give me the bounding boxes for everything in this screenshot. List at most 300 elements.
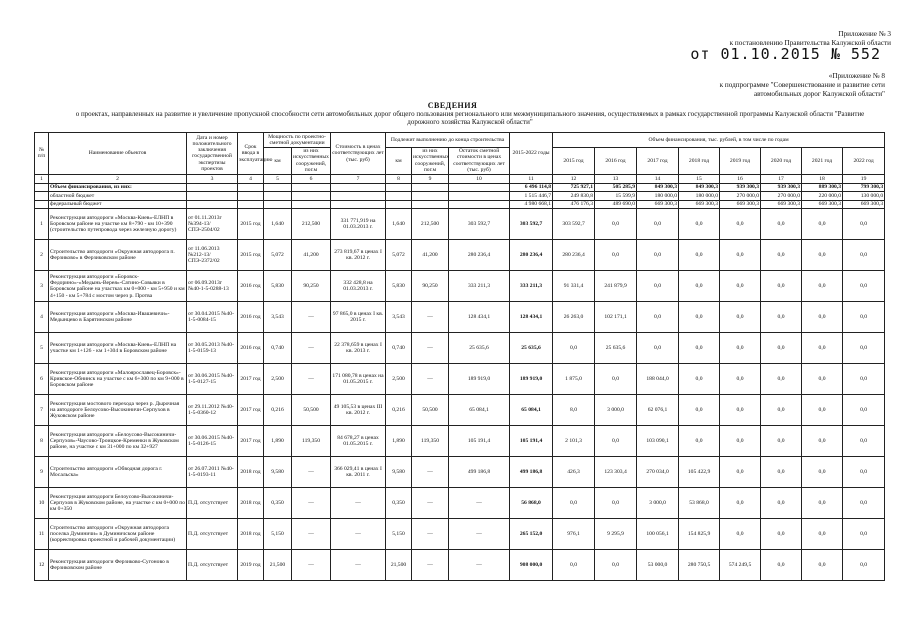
empty-cell	[412, 200, 449, 209]
commissioning-term: 2019 год	[238, 550, 264, 581]
column-number: 18	[802, 174, 843, 183]
summary-year-value: 220 000,0	[802, 192, 843, 201]
capacity-art-structures: 212,500	[292, 209, 331, 240]
table-row	[35, 240, 885, 271]
year-funding: 0,0	[720, 302, 761, 333]
summary-total: 4 980 668,1	[510, 200, 553, 209]
col-header-year: 2022 год	[843, 147, 885, 174]
column-number: 3	[187, 174, 238, 183]
total-funding: 908 000,0	[510, 550, 553, 581]
remaining-km: 5,830	[386, 271, 412, 302]
year-funding: 3 000,0	[595, 395, 637, 426]
year-funding: 303 592,7	[553, 209, 595, 240]
capacity-km: 3,543	[264, 302, 292, 333]
summary-label: Объем финансирования, из них:	[49, 183, 187, 192]
summary-row	[35, 183, 885, 192]
projects-table	[34, 132, 885, 581]
total-funding: 303 592,7	[510, 209, 553, 240]
year-funding: 53 000,0	[637, 550, 679, 581]
table-row	[35, 302, 885, 333]
total-funding: 499 186,8	[510, 457, 553, 488]
estimated-cost: —	[331, 519, 386, 550]
year-funding: 0,0	[720, 395, 761, 426]
commissioning-term: 2015 год	[238, 240, 264, 271]
year-funding: 0,0	[802, 271, 843, 302]
remaining-cost: 303 592,7	[449, 209, 510, 240]
summary-label: федеральный бюджет	[49, 200, 187, 209]
year-funding: 0,0	[679, 395, 720, 426]
empty-cell	[238, 200, 264, 209]
capacity-km: 2,500	[264, 364, 292, 395]
remaining-km: 5,150	[386, 519, 412, 550]
col-header-rem-art: из них искусственных сооружений, пог.м	[413, 148, 449, 173]
capacity-art-structures: 41,200	[292, 240, 331, 271]
table-row	[35, 457, 885, 488]
empty-cell	[187, 200, 238, 209]
table-row	[35, 426, 885, 457]
remaining-km: 0,350	[386, 488, 412, 519]
capacity-art-structures: —	[292, 333, 331, 364]
capacity-art-structures: —	[292, 550, 331, 581]
year-funding: 280 236,4	[553, 240, 595, 271]
capacity-km: 0,740	[264, 333, 292, 364]
row-number: 7	[35, 395, 49, 426]
capacity-art-structures: —	[292, 302, 331, 333]
col-header-rem-km: км	[386, 147, 412, 174]
year-funding: 0,0	[679, 271, 720, 302]
empty-cell	[292, 200, 331, 209]
remaining-km: 1,890	[386, 426, 412, 457]
row-number: 5	[35, 333, 49, 364]
summary-year-value: 725 927,1	[553, 183, 595, 192]
year-funding: 0,0	[637, 240, 679, 271]
commissioning-term: 2015 год	[238, 209, 264, 240]
summary-label: областной бюджет	[49, 192, 187, 201]
year-funding: 0,0	[802, 333, 843, 364]
year-funding: 0,0	[679, 333, 720, 364]
commissioning-term: 2016 год	[238, 302, 264, 333]
table-row	[35, 271, 885, 302]
col-header-term: Срок ввода в эксплуатацию	[238, 133, 264, 175]
commissioning-term: 2017 год	[238, 395, 264, 426]
empty-cell	[449, 192, 510, 201]
year-funding: 574 249,5	[720, 550, 761, 581]
year-funding: 0,0	[679, 364, 720, 395]
total-funding: 333 211,3	[510, 271, 553, 302]
year-funding: 976,1	[553, 519, 595, 550]
empty-cell	[35, 200, 49, 209]
object-name: Реконструкция автодороги «Москва-Киев»-ЕЛНП на участке км 1+126 - км 1+304 в Боровском районе	[49, 333, 187, 364]
remaining-art-structures: 41,200	[412, 240, 449, 271]
year-funding: 0,0	[843, 302, 885, 333]
row-number: 9	[35, 457, 49, 488]
summary-year-value: 849 300,3	[637, 183, 679, 192]
estimated-cost: 366 029,41 в ценах I кв. 2011 г.	[331, 457, 386, 488]
row-number: 4	[35, 302, 49, 333]
empty-cell	[412, 183, 449, 192]
year-funding: 1 875,0	[553, 364, 595, 395]
summary-year-value: 15 599,9	[595, 192, 637, 201]
year-funding: 62 076,1	[637, 395, 679, 426]
remaining-cost: 105 191,4	[449, 426, 510, 457]
col-header-expertise: Дата и номер положительного заключения государственной экспертизы проектов	[187, 133, 238, 175]
column-number: 12	[553, 174, 595, 183]
col-header-total: 2015-2022 годы	[510, 133, 553, 175]
total-funding: 56 868,0	[510, 488, 553, 519]
year-funding: 0,0	[637, 333, 679, 364]
year-funding: 9 295,9	[595, 519, 637, 550]
col-header-year: 2017 год	[637, 147, 679, 174]
table-row	[35, 395, 885, 426]
year-funding: 0,0	[679, 209, 720, 240]
year-funding: 0,0	[843, 395, 885, 426]
empty-cell	[449, 183, 510, 192]
summary-year-value: 130 000,0	[843, 192, 885, 201]
total-funding: 105 191,4	[510, 426, 553, 457]
estimated-cost: 273 819,67 в ценах I кв. 2012 г.	[331, 240, 386, 271]
empty-cell	[238, 192, 264, 201]
row-number: 8	[35, 426, 49, 457]
remaining-cost: —	[449, 550, 510, 581]
empty-cell	[264, 183, 292, 192]
expertise-conclusion: от 30.06.2015 №40-1-5-0127-15	[187, 364, 238, 395]
year-funding: 0,0	[595, 209, 637, 240]
column-number: 2	[49, 174, 187, 183]
document-title: СВЕДЕНИЯ	[427, 101, 478, 110]
remaining-art-structures: —	[412, 519, 449, 550]
summary-year-value: 669 300,3	[637, 200, 679, 209]
empty-cell	[187, 192, 238, 201]
year-funding: 0,0	[679, 302, 720, 333]
year-funding: 0,0	[761, 488, 802, 519]
col-header-rem-cost: Остаток сметной стоимости в ценах соответствующих лет (тыс. руб)	[449, 147, 510, 174]
row-number: 10	[35, 488, 49, 519]
appendix-number: Приложение № 3	[838, 30, 891, 38]
empty-cell	[331, 192, 386, 201]
year-funding: 0,0	[802, 426, 843, 457]
year-funding: 0,0	[761, 364, 802, 395]
row-number: 3	[35, 271, 49, 302]
remaining-art-structures: 90,250	[412, 271, 449, 302]
summary-year-value: 249 830,8	[553, 192, 595, 201]
col-header-km: км	[264, 147, 292, 174]
row-number: 2	[35, 240, 49, 271]
year-funding: 0,0	[802, 240, 843, 271]
empty-cell	[187, 183, 238, 192]
object-name: Реконструкция автодороги Ферзиково-Сугоново в Ферзиковском районе	[49, 550, 187, 581]
year-funding: 0,0	[720, 240, 761, 271]
row-number: 12	[35, 550, 49, 581]
estimated-cost: 97 865,0 в ценах I кв. 2015 г.	[331, 302, 386, 333]
summary-year-value: 849 300,3	[679, 183, 720, 192]
estimated-cost: 49 105,53 в ценах III кв. 2012 г.	[331, 395, 386, 426]
year-funding: 188 044,0	[637, 364, 679, 395]
expertise-conclusion: от 30.04.2015 №40-1-5-0084-15	[187, 302, 238, 333]
year-funding: 0,0	[679, 240, 720, 271]
capacity-km: 1,890	[264, 426, 292, 457]
remaining-km: 1,640	[386, 209, 412, 240]
capacity-art-structures: 90,250	[292, 271, 331, 302]
year-funding: 0,0	[761, 457, 802, 488]
year-funding: 0,0	[843, 333, 885, 364]
col-header-year: 2016 год	[595, 147, 637, 174]
remaining-cost: —	[449, 488, 510, 519]
year-funding: 0,0	[595, 426, 637, 457]
year-funding: 241 879,9	[595, 271, 637, 302]
summary-year-value: 669 300,3	[802, 200, 843, 209]
commissioning-term: 2017 год	[238, 364, 264, 395]
remaining-art-structures: —	[412, 302, 449, 333]
total-funding: 128 434,1	[510, 302, 553, 333]
year-funding: 26 263,0	[553, 302, 595, 333]
column-number: 9	[412, 174, 449, 183]
year-funding: 0,0	[802, 457, 843, 488]
summary-year-value: 180 000,0	[637, 192, 679, 201]
table-row	[35, 550, 885, 581]
capacity-km: 5,830	[264, 271, 292, 302]
empty-cell	[331, 200, 386, 209]
year-funding: 0,0	[843, 519, 885, 550]
commissioning-term: 2018 год	[238, 457, 264, 488]
expertise-conclusion: П.Д. отсутствует	[187, 488, 238, 519]
year-funding: 0,0	[720, 457, 761, 488]
year-funding: 270 034,0	[637, 457, 679, 488]
year-funding: 0,0	[595, 240, 637, 271]
total-funding: 280 236,4	[510, 240, 553, 271]
year-funding: 103 090,1	[637, 426, 679, 457]
year-funding: 0,0	[720, 271, 761, 302]
summary-year-value: 889 300,3	[802, 183, 843, 192]
remaining-art-structures: —	[412, 333, 449, 364]
summary-year-value: 669 300,3	[761, 200, 802, 209]
appendix-reference: к постановлению Правительства Калужской области	[729, 39, 891, 47]
col-header-year: 2018 год	[679, 147, 720, 174]
year-funding: 3 000,0	[637, 488, 679, 519]
summary-year-value: 939 300,3	[761, 183, 802, 192]
year-funding: 0,0	[720, 333, 761, 364]
total-funding: 25 635,6	[510, 333, 553, 364]
remaining-cost: 333 211,3	[449, 271, 510, 302]
year-funding: 0,0	[843, 364, 885, 395]
year-funding: 0,0	[553, 550, 595, 581]
object-name: Реконструкция автодороги «Москва-Киев»-ЕЛНП в Боровском районе на участке км 8+790 - км 10+390 (строительство путепровода через железную дорогу)	[49, 209, 187, 240]
summary-year-value: 669 300,3	[720, 200, 761, 209]
total-funding: 265 152,0	[510, 519, 553, 550]
col-header-no: № п/п	[35, 133, 49, 175]
capacity-km: 5,150	[264, 519, 292, 550]
capacity-km: 1,640	[264, 209, 292, 240]
summary-year-value: 489 690,0	[595, 200, 637, 209]
remaining-cost: 65 084,1	[449, 395, 510, 426]
capacity-km: 0,350	[264, 488, 292, 519]
remaining-km: 0,740	[386, 333, 412, 364]
summary-year-value: 476 176,3	[553, 200, 595, 209]
commissioning-term: 2016 год	[238, 271, 264, 302]
estimated-cost: 84 678,27 в ценах 01.05.2015 г.	[331, 426, 386, 457]
capacity-art-structures: 50,500	[292, 395, 331, 426]
object-name: Строительство автодороги «Окружная автодорога п. Ферзиково» в Ферзиковском районе	[49, 240, 187, 271]
expertise-conclusion: от 30.06.2015 №40-1-5-0126-15	[187, 426, 238, 457]
expertise-conclusion: от 01.11.2013г №394-13/СПЭ-2504/02	[187, 209, 238, 240]
summary-year-value: 180 000,0	[679, 192, 720, 201]
year-funding: 0,0	[761, 333, 802, 364]
estimated-cost: 22 378,659 в ценах I кв. 2013 г.	[331, 333, 386, 364]
object-name: Реконструкция автодороги «Белоусово-Высокиничи-Серпухов»-Чаусово-Троицкое-Кременки в Жуковском районе, на участке с км 31+000 по км 32+927	[49, 426, 187, 457]
remaining-art-structures: 50,500	[412, 395, 449, 426]
object-name: Реконструкция автодороги Белоусово-Высокиничи-Серпухов в Жуковском районе, на участке с км 0+000 по км 0+350	[49, 488, 187, 519]
expertise-conclusion: от 06.09.2013г №40-1-5-0288-13	[187, 271, 238, 302]
col-header-year: 2021 год	[802, 147, 843, 174]
column-number: 13	[595, 174, 637, 183]
remaining-km: 9,580	[386, 457, 412, 488]
year-funding: 0,0	[553, 333, 595, 364]
summary-year-value: 799 300,3	[843, 183, 885, 192]
estimated-cost: —	[331, 488, 386, 519]
expertise-conclusion: П.Д. отсутствует	[187, 550, 238, 581]
column-number: 4	[238, 174, 264, 183]
summary-year-value: 270 000,0	[761, 192, 802, 201]
year-funding: 0,0	[595, 488, 637, 519]
table-header	[35, 133, 885, 184]
year-funding: 0,0	[720, 488, 761, 519]
year-funding: 0,0	[761, 550, 802, 581]
column-number: 19	[843, 174, 885, 183]
summary-row	[35, 200, 885, 209]
column-number-row	[35, 174, 885, 183]
table-row	[35, 364, 885, 395]
year-funding: 91 331,4	[553, 271, 595, 302]
row-number: 1	[35, 209, 49, 240]
year-funding: 0,0	[761, 209, 802, 240]
year-funding: 0,0	[802, 302, 843, 333]
commissioning-term: 2018 год	[238, 519, 264, 550]
row-number: 11	[35, 519, 49, 550]
remaining-art-structures: —	[412, 550, 449, 581]
remaining-km: 2,500	[386, 364, 412, 395]
commissioning-term: 2017 год	[238, 426, 264, 457]
year-funding: 280 750,5	[679, 550, 720, 581]
summary-year-value: 939 300,3	[720, 183, 761, 192]
year-funding: 100 056,1	[637, 519, 679, 550]
year-funding: 0,0	[802, 488, 843, 519]
empty-cell	[264, 192, 292, 201]
col-header-remaining: Подлежит выполнению до конца строительства	[386, 133, 510, 148]
previous-appendix-reference-1: к подпрограмме "Совершенствование и развитие сети	[719, 81, 885, 89]
empty-cell	[292, 192, 331, 201]
column-number: 7	[331, 174, 386, 183]
col-header-year: 2020 год	[761, 147, 802, 174]
remaining-art-structures: —	[412, 364, 449, 395]
remaining-cost: 499 186,8	[449, 457, 510, 488]
col-header-year: 2015 год	[553, 147, 595, 174]
empty-cell	[35, 183, 49, 192]
year-funding: 0,0	[679, 426, 720, 457]
column-number: 15	[679, 174, 720, 183]
capacity-km: 21,500	[264, 550, 292, 581]
col-header-art: из них искусственных сооружений, пог.м	[293, 148, 329, 173]
estimated-cost: 331 771,919 на 01.03.2013 г.	[331, 209, 386, 240]
capacity-art-structures: 119,350	[292, 426, 331, 457]
year-funding: 2 101,3	[553, 426, 595, 457]
year-funding: 0,0	[761, 302, 802, 333]
col-header-funding: Объем финансирования, тыс. рублей, в том числе по годам	[553, 133, 885, 148]
object-name: Реконструкция автодороги «Боровск-Федорино»-«Медынь-Верея»-Сатино-Совьяки в Боровском районе на участках км 0+000 - км 5+950 и км 4+150 - км 5+784 с мостом через р. Протва	[49, 271, 187, 302]
year-funding: 0,0	[637, 271, 679, 302]
remaining-cost: —	[449, 519, 510, 550]
year-funding: 154 825,9	[679, 519, 720, 550]
year-funding: 0,0	[802, 550, 843, 581]
expertise-conclusion: П.Д. отсутствует	[187, 519, 238, 550]
column-number: 17	[761, 174, 802, 183]
capacity-art-structures: —	[292, 488, 331, 519]
object-name: Реконструкция автодороги «Москва-Ивашевичи»-Медынцево в Барятинском районе	[49, 302, 187, 333]
remaining-art-structures: —	[412, 488, 449, 519]
expertise-conclusion: от 29.11.2012 №40-1-5-0360-12	[187, 395, 238, 426]
expertise-conclusion: от 30.05.2013 №40-1-5-0159-13	[187, 333, 238, 364]
empty-cell	[331, 183, 386, 192]
col-header-cost: Стоимость в ценах соответствующих лет (тыс. руб)	[331, 133, 386, 175]
remaining-km: 5,072	[386, 240, 412, 271]
col-header-capacity: Мощность по проектно-сметной документации	[264, 133, 331, 148]
year-funding: 123 303,4	[595, 457, 637, 488]
decree-line: от 01.10.2015 № 552	[690, 45, 881, 63]
year-funding: 0,0	[761, 271, 802, 302]
year-funding: 0,0	[720, 519, 761, 550]
remaining-cost: 25 635,6	[449, 333, 510, 364]
col-header-name: Наименование объектов	[49, 133, 187, 175]
capacity-art-structures: —	[292, 457, 331, 488]
previous-appendix-reference-2: автомобильных дорог Калужской области"	[753, 90, 885, 98]
year-funding: 105 422,9	[679, 457, 720, 488]
summary-year-value: 505 285,9	[595, 183, 637, 192]
column-number: 10	[449, 174, 510, 183]
expertise-conclusion: от 11.06.2013 №212-13/СПЭ-2372/02	[187, 240, 238, 271]
year-funding: 53 868,0	[679, 488, 720, 519]
previous-appendix: «Приложение № 8	[828, 72, 885, 80]
object-name: Реконструкция автодороги «Малоярославец-Боровск»-Кривское-Обнинск на участке с км 6+300 по км 9+000 в Боровском районе	[49, 364, 187, 395]
empty-cell	[264, 200, 292, 209]
total-funding: 65 084,1	[510, 395, 553, 426]
capacity-art-structures: —	[292, 519, 331, 550]
column-number: 16	[720, 174, 761, 183]
year-funding: 0,0	[761, 519, 802, 550]
table-body	[35, 183, 885, 581]
empty-cell	[35, 192, 49, 201]
remaining-art-structures: —	[412, 457, 449, 488]
year-funding: 0,0	[720, 426, 761, 457]
capacity-km: 0,216	[264, 395, 292, 426]
column-number: 14	[637, 174, 679, 183]
remaining-cost: 128 434,1	[449, 302, 510, 333]
summary-total: 1 515 446,7	[510, 192, 553, 201]
year-funding: 0,0	[553, 488, 595, 519]
year-funding: 0,0	[761, 395, 802, 426]
document-subtitle: о проектах, направленных на развитие и увеличение пропускной способности сети автомобильных дорог общего пользования регионального или межмуниципального значения, осуществляемых в рамках государственной программы Калужской области "Развитие дорожного хозяйства Калужской области"	[75, 110, 865, 127]
commissioning-term: 2016 год	[238, 333, 264, 364]
remaining-art-structures: 212,500	[412, 209, 449, 240]
capacity-km: 9,580	[264, 457, 292, 488]
capacity-art-structures: —	[292, 364, 331, 395]
year-funding: 0,0	[720, 364, 761, 395]
empty-cell	[386, 192, 412, 201]
table-row	[35, 488, 885, 519]
year-funding: 0,0	[843, 457, 885, 488]
year-funding: 8,0	[553, 395, 595, 426]
total-funding: 189 919,0	[510, 364, 553, 395]
table-row	[35, 333, 885, 364]
remaining-cost: 280 236,4	[449, 240, 510, 271]
capacity-km: 5,072	[264, 240, 292, 271]
